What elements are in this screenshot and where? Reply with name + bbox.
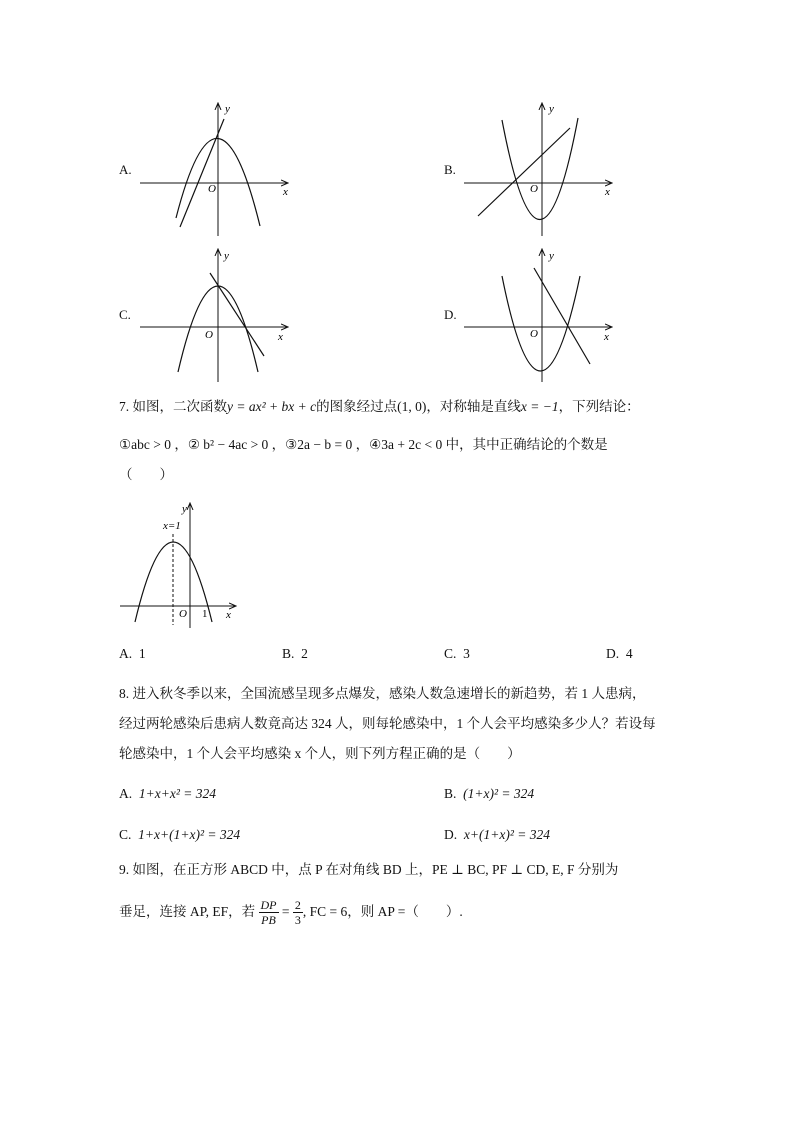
choice-label: C.	[119, 827, 132, 842]
q8-choice-c[interactable]	[119, 825, 240, 845]
origin-label: O	[530, 183, 538, 195]
frac-denominator: PB	[261, 913, 276, 928]
choice-value: 1	[138, 646, 146, 661]
option-d-label: D.	[444, 307, 457, 322]
one-label: 1	[202, 608, 208, 620]
q7-stem-suffix: ，下列结论：	[558, 399, 640, 414]
value-fraction	[293, 898, 303, 927]
q7-choice-c[interactable]	[444, 644, 470, 664]
y-label: y	[549, 103, 554, 115]
q8-choice-b[interactable]	[444, 784, 534, 804]
choice-label: D.	[444, 827, 458, 842]
frac-denominator: 3	[294, 913, 301, 928]
choice-label: B.	[282, 646, 295, 661]
choice-value: 2	[301, 646, 308, 661]
q7-stem-mid2: ，对称轴是直线	[426, 399, 521, 414]
y-label: y	[182, 503, 187, 515]
y-label: y	[549, 250, 554, 262]
q9-line1: 9. 如图，在正方形 ABCD 中，点 P 在对角线 BD 上，PE ⊥ BC, PF ⊥ CD, E, F 分别为	[119, 862, 619, 877]
graph-d	[462, 246, 622, 386]
y-label: y	[224, 250, 229, 262]
option-b-label: B.	[444, 162, 456, 177]
choice-eq: 1+x+x² = 324	[138, 786, 216, 801]
choice-value: 3	[463, 646, 470, 661]
q7-point: (1, 0)	[397, 399, 427, 414]
equals-sign: =	[281, 904, 290, 919]
q8-choice-a[interactable]	[119, 784, 216, 804]
q9-line2-suffix: , FC = 6，则 AP =（ ）.	[302, 904, 463, 919]
origin-label: O	[530, 328, 538, 340]
x-label: x	[283, 186, 288, 198]
graph-b	[462, 100, 622, 240]
graph-c	[138, 246, 298, 386]
choice-value: 4	[625, 646, 633, 661]
frac-numerator: DP	[260, 898, 277, 913]
x-label: x	[278, 331, 283, 343]
q8-choice-d[interactable]	[444, 825, 550, 845]
graph-a	[138, 100, 298, 240]
choice-eq: 1+x+(1+x)² = 324	[138, 827, 241, 842]
choice-label: B.	[444, 786, 457, 801]
q7-conclusions: ①abc > 0 ，② b² − 4ac > 0 ，③2a − b = 0 ，④3a + 2c < 0 中，其中正确结论的个数是	[119, 437, 608, 452]
line	[180, 119, 224, 227]
q7-stem-prefix: 7. 如图，二次函数	[119, 399, 227, 414]
frac-numerator: 2	[294, 898, 301, 913]
choice-label: A.	[119, 646, 133, 661]
q7-choice-a[interactable]	[119, 644, 146, 664]
q8-line1: 8. 进入秋冬季以来，全国流感呈现多点爆发，感染人数急速增长的新趋势，若 1 人患病，	[119, 686, 646, 701]
origin-label: O	[208, 183, 216, 195]
q7-function: y = ax² + bx + c	[227, 399, 317, 414]
origin-label: O	[179, 608, 187, 620]
q7-axis: x = −1	[520, 399, 559, 414]
option-a-label: A.	[119, 162, 132, 177]
x-label: x	[605, 186, 610, 198]
q7-paren: （ ）	[119, 467, 173, 482]
q7-choice-d[interactable]	[606, 644, 633, 664]
choice-label: A.	[119, 786, 133, 801]
ratio-fraction	[259, 898, 279, 927]
choice-label: D.	[606, 646, 620, 661]
parabola	[502, 118, 578, 220]
q7-choice-b[interactable]	[282, 644, 308, 664]
option-c-label: C.	[119, 307, 131, 322]
origin-label: O	[205, 329, 213, 341]
q8-line2: 经过两轮感染后患病人数竟高达 324 人，则每轮感染中，1 个人会平均感染多少人？若设每	[119, 716, 656, 731]
q7-stem-mid: 的图象经过点	[316, 399, 398, 414]
x-label: x	[604, 331, 609, 343]
symmetry-label: x=1	[163, 520, 181, 532]
q8-line3: 轮感染中，1 个人会平均感染 x 个人，则下列方程正确的是（ ）	[119, 746, 521, 761]
choice-label: C.	[444, 646, 457, 661]
q7-stem	[119, 397, 640, 417]
parabola	[502, 276, 580, 371]
q7-graph	[118, 500, 243, 630]
choice-eq: x+(1+x)² = 324	[463, 827, 550, 842]
y-label: y	[225, 103, 230, 115]
x-label: x	[226, 609, 231, 621]
q9-line2-prefix: 垂足，连接 AP, EF，若	[119, 904, 256, 919]
choice-eq: (1+x)² = 324	[463, 786, 535, 801]
q9-line2	[119, 892, 463, 932]
